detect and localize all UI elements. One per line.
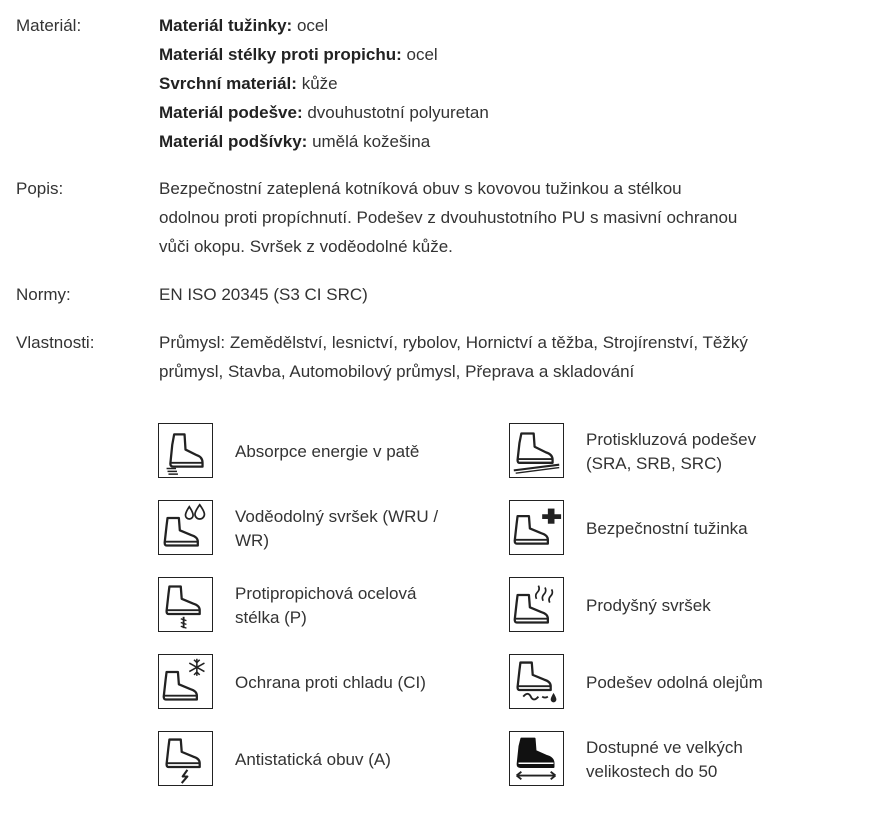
- spec-row-properties: [16, 328, 836, 388]
- material-item-key: Materiál tužinky:: [159, 16, 293, 35]
- feature-label: [586, 428, 826, 476]
- oil-resistant-sole-icon: [509, 654, 564, 709]
- spec-label-standards: Normy:: [16, 285, 71, 304]
- feature-label-line: Protipropichová ocelová: [235, 584, 417, 603]
- standards-value: EN ISO 20345 (S3 CI SRC): [159, 285, 368, 304]
- feature-label-line: stélka (P): [235, 608, 307, 627]
- material-item-value: umělá kožešina: [312, 132, 431, 151]
- feature-label: [235, 505, 475, 553]
- material-item-value: kůže: [301, 74, 338, 93]
- spec-label-description: Popis:: [16, 179, 64, 198]
- feature-label: [235, 440, 475, 464]
- cold-insulation-icon: [158, 654, 213, 709]
- feature-label-line: velikostech do 50: [586, 762, 718, 781]
- feature-label: [235, 582, 475, 630]
- material-item-value: ocel: [406, 45, 438, 64]
- description-line: vůči okopu. Svršek z voděodolné kůže.: [159, 237, 453, 256]
- material-item: [159, 69, 836, 98]
- material-item-value: dvouhustotní polyuretan: [307, 103, 489, 122]
- safety-toecap-icon: [509, 500, 564, 555]
- feature-label-line: Prodyšný svršek: [586, 596, 711, 615]
- feature-label: [586, 517, 826, 541]
- material-item-key: Svrchní materiál:: [159, 74, 297, 93]
- material-list: [159, 11, 836, 156]
- properties-text: [159, 328, 836, 386]
- feature-label-line: Voděodolný svršek (WRU /: [235, 507, 439, 526]
- puncture-resistant-midsole-icon: [158, 577, 213, 632]
- water-resistant-upper-icon: [158, 500, 213, 555]
- antistatic-icon: [158, 731, 213, 786]
- feature-label: [235, 671, 475, 695]
- feature-label-line: WR): [235, 531, 269, 550]
- spec-row-material: [16, 11, 836, 161]
- material-item-key: Materiál podešve:: [159, 103, 303, 122]
- spec-row-description: [16, 174, 836, 264]
- feature-label-line: Bezpečnostní tužinka: [586, 519, 748, 538]
- material-item: [159, 40, 836, 69]
- description-line: Bezpečnostní zateplená kotníková obuv s kovovou tužinkou a stélkou: [159, 179, 682, 198]
- spec-label-material: Materiál:: [16, 16, 82, 35]
- description-line: odolnou proti propíchnutí. Podešev z dvouhustotního PU s masivní ochranou: [159, 208, 738, 227]
- feature-label-line: Antistatická obuv (A): [235, 750, 391, 769]
- feature-label: [586, 671, 826, 695]
- feature-label-line: Ochrana proti chladu (CI): [235, 673, 426, 692]
- slip-resistant-sole-icon: [509, 423, 564, 478]
- material-item-value: ocel: [296, 16, 329, 35]
- feature-label-line: Dostupné ve velkých: [586, 738, 743, 757]
- spec-label-properties: Vlastnosti:: [16, 333, 95, 352]
- feature-label-line: Podešev odolná olejům: [586, 673, 763, 692]
- feature-label-line: (SRA, SRB, SRC): [586, 454, 723, 473]
- large-sizes-icon: [509, 731, 564, 786]
- material-item-key: Materiál podšívky:: [159, 132, 308, 151]
- material-item: [159, 127, 836, 156]
- feature-label-line: Protiskluzová podešev: [586, 430, 757, 449]
- properties-line: Průmysl: Zemědělství, lesnictví, rybolov, Hornictví a těžba, Strojírenství, Těžký: [159, 333, 748, 352]
- heel-energy-absorption-icon: [158, 423, 213, 478]
- material-item: [159, 98, 836, 127]
- feature-label: [235, 748, 475, 772]
- description-text: [159, 174, 836, 261]
- feature-label: [586, 736, 826, 784]
- breathable-upper-icon: [509, 577, 564, 632]
- material-item-key: Materiál stélky proti propichu:: [159, 45, 402, 64]
- material-item: [159, 11, 836, 40]
- properties-line: průmysl, Stavba, Automobilový průmysl, Přeprava a skladování: [159, 362, 635, 381]
- feature-label-line: Absorpce energie v patě: [235, 442, 420, 461]
- spec-row-standards: [16, 280, 836, 310]
- feature-label: [586, 594, 826, 618]
